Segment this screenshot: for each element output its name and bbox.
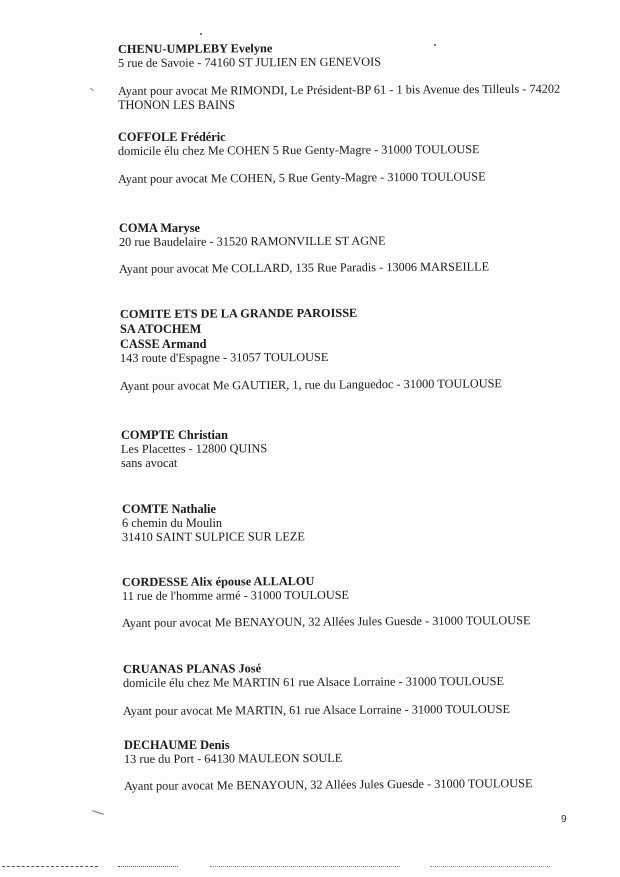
party-address: 13 rue du Port - 64130 MAULEON SOULE: [123, 750, 343, 766]
scan-edge-line: [118, 866, 178, 867]
party-name: COFFOLE Frédéric: [118, 130, 226, 144]
scan-speck: [200, 33, 202, 35]
scan-edge-line: [430, 866, 550, 867]
party-address: 20 rue Baudelaire - 31520 RAMONVILLE ST AGNE: [118, 233, 386, 249]
lawyer-line: Ayant pour avocat Me BENAYOUN, 32 Allées Jules Guesde - 31000 TOULOUSE: [121, 613, 531, 630]
party-address: Les Placettes - 12800 QUINS: [120, 441, 268, 456]
party-name: COMA Maryse: [119, 221, 200, 235]
lawyer-line: Ayant pour avocat Me COLLARD, 135 Rue Paradis - 13006 MARSEILLE: [118, 259, 490, 276]
scan-speck: [434, 44, 436, 46]
party-name: COMTE Nathalie: [122, 502, 216, 516]
party-name: CORDESSE Alix épouse ALLALOU: [121, 573, 315, 589]
lawyer-line: Ayant pour avocat Me COHEN, 5 Rue Genty-Magre - 31000 TOULOUSE: [117, 169, 486, 186]
lawyer-line: Ayant pour avocat Me MARTIN, 61 rue Alsace Lorraine - 31000 TOULOUSE: [122, 701, 511, 718]
scan-speck: [90, 88, 94, 91]
party-name: DECHAUME Denis: [124, 738, 230, 752]
party-name: COMPTE Christian: [121, 428, 228, 442]
lawyer-line: Ayant pour avocat Me BENAYOUN, 32 Allées Jules Guesde - 31000 TOULOUSE: [123, 776, 533, 793]
party-address: domicile élu chez Me MARTIN 61 rue Alsace Lorraine - 31000 TOULOUSE: [122, 674, 504, 690]
party-address: 31410 SAINT SULPICE SUR LEZE: [121, 529, 305, 544]
party-address: 143 route d'Espagne - 31057 TOULOUSE: [119, 349, 329, 365]
lawyer-line: Ayant pour avocat Me RIMONDI, Le Président-BP 61 - 1 bis Avenue des Tilleuls - 74202: [117, 81, 561, 98]
party-name: COMITE ETS DE LA GRANDE PAROISSE: [119, 305, 358, 321]
party-name: CASSE Armand: [120, 337, 207, 351]
lawyer-line: Ayant pour avocat Me GAUTIER, 1, rue du Languedoc - 31000 TOULOUSE: [119, 376, 502, 393]
party-name: CRUANAS PLANAS José: [122, 661, 262, 676]
scan-speck: [92, 810, 104, 815]
lawyer-line: sans avocat: [121, 456, 178, 470]
page-number: 9: [561, 814, 567, 825]
lawyer-line: THONON LES BAINS: [118, 98, 235, 112]
scan-edge-line: [210, 866, 400, 867]
party-address: 11 rue de l'homme armé - 31000 TOULOUSE: [121, 587, 350, 603]
party-address: domicile élu chez Me COHEN 5 Rue Genty-Magre - 31000 TOULOUSE: [117, 142, 480, 158]
party-address: 5 rue de Savoie - 74160 ST JULIEN EN GENEVOIS: [117, 54, 382, 70]
party-name: SA ATOCHEM: [120, 322, 202, 336]
scan-edge-line: [2, 866, 98, 867]
party-name: CHENU-UMPLEBY Evelyne: [117, 41, 273, 56]
party-address: 6 chemin du Moulin: [122, 516, 223, 530]
